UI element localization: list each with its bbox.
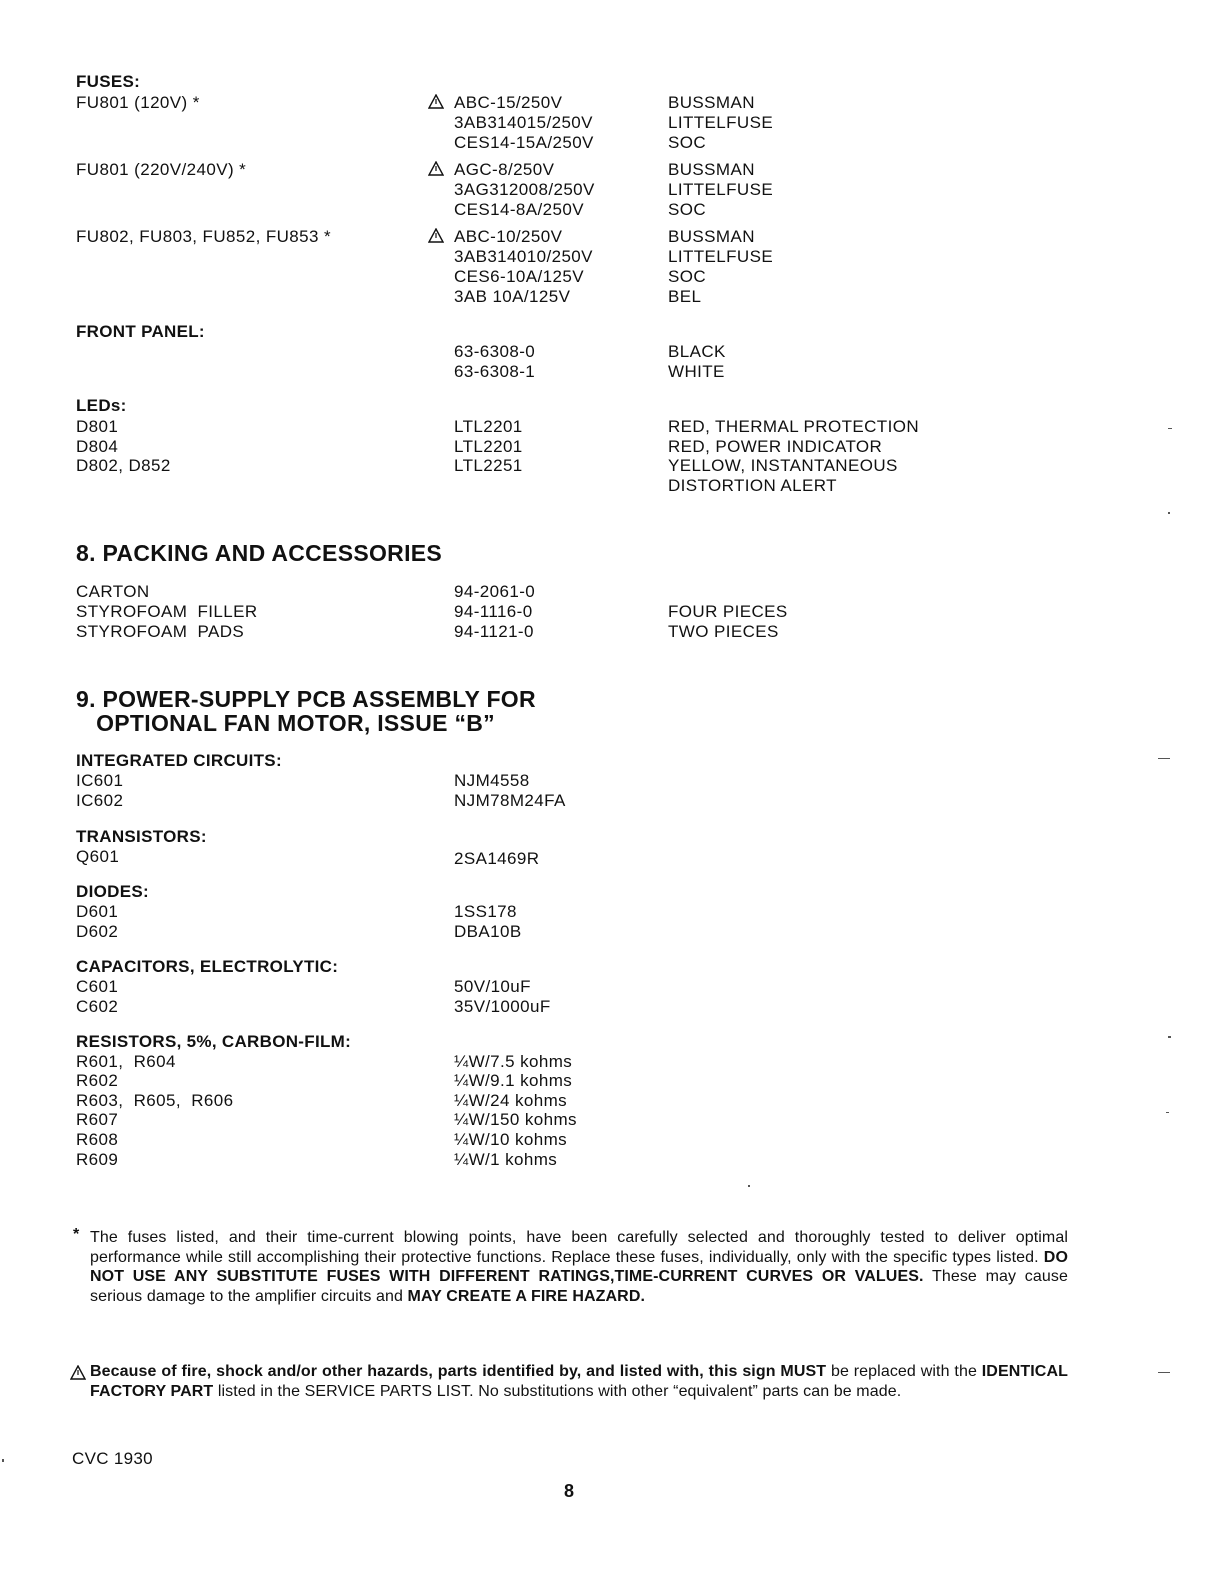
ic-row	[0, 791, 1224, 811]
packing-number: 94-2061-0	[454, 582, 536, 601]
led-description: DISTORTION ALERT	[668, 476, 837, 495]
fuse-maker: SOC	[668, 267, 707, 286]
fuse-note-emphasis: DO NOT USE ANY SUBSTITUTE FUSES WITH DIFFERENT RATINGS,TIME-CURRENT CURVES OR VALUES.	[90, 1248, 1068, 1285]
ic-row	[0, 771, 1224, 791]
packing-item: STYROFOAM PADS	[76, 622, 245, 641]
ic-number: NJM4558	[454, 771, 530, 790]
document-code: CVC 1930	[72, 1449, 153, 1468]
scan-speck	[1158, 1372, 1170, 1373]
resistor-part: R607	[76, 1110, 119, 1129]
fuse-row	[0, 200, 1224, 220]
resistor-row	[0, 1130, 1224, 1150]
fuse-maker: BUSSMAN	[668, 93, 755, 112]
transistor-row	[0, 847, 1224, 867]
power-supply-heading-line2: OPTIONAL FAN MOTOR, ISSUE “B”	[76, 710, 495, 736]
ic-heading: INTEGRATED CIRCUITS:	[76, 751, 282, 770]
front-panel-heading: FRONT PANEL:	[76, 322, 205, 341]
capacitor-value: 50V/10uF	[454, 977, 531, 996]
packing-item: CARTON	[76, 582, 150, 601]
warning-triangle-icon	[428, 161, 444, 176]
panel-color: BLACK	[668, 342, 726, 361]
panel-number: 63-6308-0	[454, 342, 536, 361]
front-panel-row	[0, 362, 1224, 382]
scan-speck	[1158, 758, 1170, 759]
fuse-note-text: The fuses listed, and their time-current blowing points, have been carefully selected and thoroughly tested to deliver optimal performance while still accomplishing their protective functions. Replace these fuses, individually, only with the specific types listed.	[90, 1229, 1068, 1266]
fuse-number: ABC-15/250V	[454, 93, 563, 112]
resistor-row	[0, 1110, 1224, 1130]
fuse-maker: SOC	[668, 200, 707, 219]
scan-speck	[1168, 512, 1170, 514]
packing-row	[0, 582, 1224, 602]
led-description: RED, POWER INDICATOR	[668, 437, 883, 456]
resistor-value: ¼W/1 kohms	[454, 1150, 558, 1169]
capacitor-row	[0, 997, 1224, 1017]
hazard-note	[90, 1362, 1068, 1401]
fuse-row	[0, 133, 1224, 153]
fuse-maker: BUSSMAN	[668, 160, 755, 179]
packing-number: 94-1121-0	[454, 622, 534, 641]
fuse-part: FU802, FU803, FU852, FU853 *	[76, 227, 331, 246]
resistor-part: R608	[76, 1130, 119, 1149]
resistor-value: ¼W/10 kohms	[454, 1130, 568, 1149]
resistor-row	[0, 1071, 1224, 1091]
fuse-number: CES14-8A/250V	[454, 200, 584, 219]
resistor-value: ¼W/150 kohms	[454, 1110, 577, 1129]
scan-speck	[748, 1185, 750, 1187]
hazard-note-emphasis: Because of fire, shock and/or other hazards, parts identified by, and listed with, this sign MUST	[90, 1363, 827, 1380]
page-number: 8	[564, 1481, 575, 1501]
resistor-row	[0, 1052, 1224, 1072]
diode-number: DBA10B	[454, 922, 522, 941]
led-number: LTL2201	[454, 417, 523, 436]
packing-quantity: FOUR PIECES	[668, 602, 788, 621]
fuse-maker: BEL	[668, 287, 702, 306]
fuse-number: 3AB314010/250V	[454, 247, 593, 266]
capacitor-value: 35V/1000uF	[454, 997, 551, 1016]
warning-triangle-icon	[428, 94, 444, 109]
fuse-maker: LITTELFUSE	[668, 113, 774, 132]
led-part: D801	[76, 417, 119, 436]
fuses-heading: FUSES:	[76, 72, 141, 91]
led-part: D802, D852	[76, 456, 171, 475]
packing-quantity: TWO PIECES	[668, 622, 779, 641]
fuse-row	[0, 247, 1224, 267]
fuse-maker: BUSSMAN	[668, 227, 755, 246]
fuse-maker: LITTELFUSE	[668, 247, 774, 266]
capacitor-part: C602	[76, 997, 119, 1016]
capacitors-heading: CAPACITORS, ELECTROLYTIC:	[76, 957, 339, 976]
diodes-heading: DIODES:	[76, 882, 149, 901]
diode-row	[0, 922, 1224, 942]
fuse-number: AGC-8/250V	[454, 160, 555, 179]
resistor-part: R602	[76, 1071, 119, 1090]
power-supply-heading: 9. POWER-SUPPLY PCB ASSEMBLY FOR	[76, 686, 536, 712]
resistor-value: ¼W/7.5 kohms	[454, 1052, 573, 1071]
resistor-part: R609	[76, 1150, 119, 1169]
fuse-row	[0, 287, 1224, 307]
packing-heading: 8. PACKING AND ACCESSORIES	[76, 540, 443, 566]
fuse-warning-note	[90, 1228, 1068, 1306]
diode-number: 1SS178	[454, 902, 517, 921]
leds-heading: LEDs:	[76, 396, 127, 415]
fuse-row	[0, 93, 1224, 113]
resistor-row	[0, 1150, 1224, 1170]
ic-part: IC601	[76, 771, 124, 790]
fuse-note-emphasis: MAY CREATE A FIRE HAZARD.	[407, 1287, 646, 1305]
panel-number: 63-6308-1	[454, 362, 536, 381]
packing-row	[0, 622, 1224, 642]
resistor-part: R603, R605, R606	[76, 1091, 234, 1110]
fuse-number: 3AB 10A/125V	[454, 287, 571, 306]
fuse-row	[0, 180, 1224, 200]
led-row	[0, 417, 1224, 437]
transistor-part: Q601	[76, 847, 120, 866]
fuse-part: FU801 (120V) *	[76, 93, 200, 112]
panel-color: WHITE	[668, 362, 725, 381]
led-description: YELLOW, INSTANTANEOUS	[668, 456, 898, 475]
resistor-part: R601, R604	[76, 1052, 176, 1071]
fuse-note-text: These may cause serious damage to the amplifier circuits and	[90, 1268, 1068, 1305]
packing-row	[0, 602, 1224, 622]
ic-number: NJM78M24FA	[454, 791, 566, 810]
transistors-heading: TRANSISTORS:	[76, 827, 207, 846]
scan-speck	[2, 1459, 4, 1462]
warning-triangle-icon	[428, 228, 444, 243]
resistors-heading: RESISTORS, 5%, CARBON-FILM:	[76, 1032, 352, 1051]
fuse-number: ABC-10/250V	[454, 227, 563, 246]
scan-speck	[1168, 1036, 1171, 1038]
hazard-note-text: be replaced with the	[826, 1363, 982, 1380]
diode-part: D601	[76, 902, 119, 921]
fuse-maker: LITTELFUSE	[668, 180, 774, 199]
scan-speck	[1168, 428, 1172, 429]
capacitor-part: C601	[76, 977, 119, 996]
hazard-note-emphasis: IDENTICAL FACTORY PART	[90, 1363, 1068, 1400]
fuse-row	[0, 113, 1224, 133]
packing-item: STYROFOAM FILLER	[76, 602, 258, 621]
led-number: LTL2201	[454, 437, 523, 456]
fuse-number: CES6-10A/125V	[454, 267, 584, 286]
led-row	[0, 437, 1224, 457]
scan-speck	[1166, 1112, 1169, 1113]
ic-part: IC602	[76, 791, 124, 810]
capacitor-row	[0, 977, 1224, 997]
fuse-number: 3AG312008/250V	[454, 180, 595, 199]
fuse-number: CES14-15A/250V	[454, 133, 594, 152]
led-number: LTL2251	[454, 456, 523, 475]
packing-number: 94-1116-0	[454, 602, 533, 621]
led-part: D804	[76, 437, 119, 456]
fuse-maker: SOC	[668, 133, 707, 152]
diode-part: D602	[76, 922, 119, 941]
front-panel-row	[0, 342, 1224, 362]
footnote-asterisk: *	[73, 1226, 80, 1243]
warning-triangle-icon	[70, 1365, 86, 1380]
fuse-number: 3AB314015/250V	[454, 113, 593, 132]
led-description: RED, THERMAL PROTECTION	[668, 417, 920, 436]
fuse-part: FU801 (220V/240V) *	[76, 160, 247, 179]
led-row	[0, 456, 1224, 476]
resistor-row	[0, 1091, 1224, 1111]
transistor-number: 2SA1469R	[454, 849, 540, 868]
diode-row	[0, 902, 1224, 922]
resistor-value: ¼W/9.1 kohms	[454, 1071, 573, 1090]
fuse-row	[0, 267, 1224, 287]
hazard-note-text: listed in the SERVICE PARTS LIST. No substitutions with other “equivalent” parts can be made.	[213, 1382, 902, 1400]
fuse-row	[0, 227, 1224, 247]
led-row	[0, 476, 1224, 496]
fuse-row	[0, 160, 1224, 180]
resistor-value: ¼W/24 kohms	[454, 1091, 568, 1110]
